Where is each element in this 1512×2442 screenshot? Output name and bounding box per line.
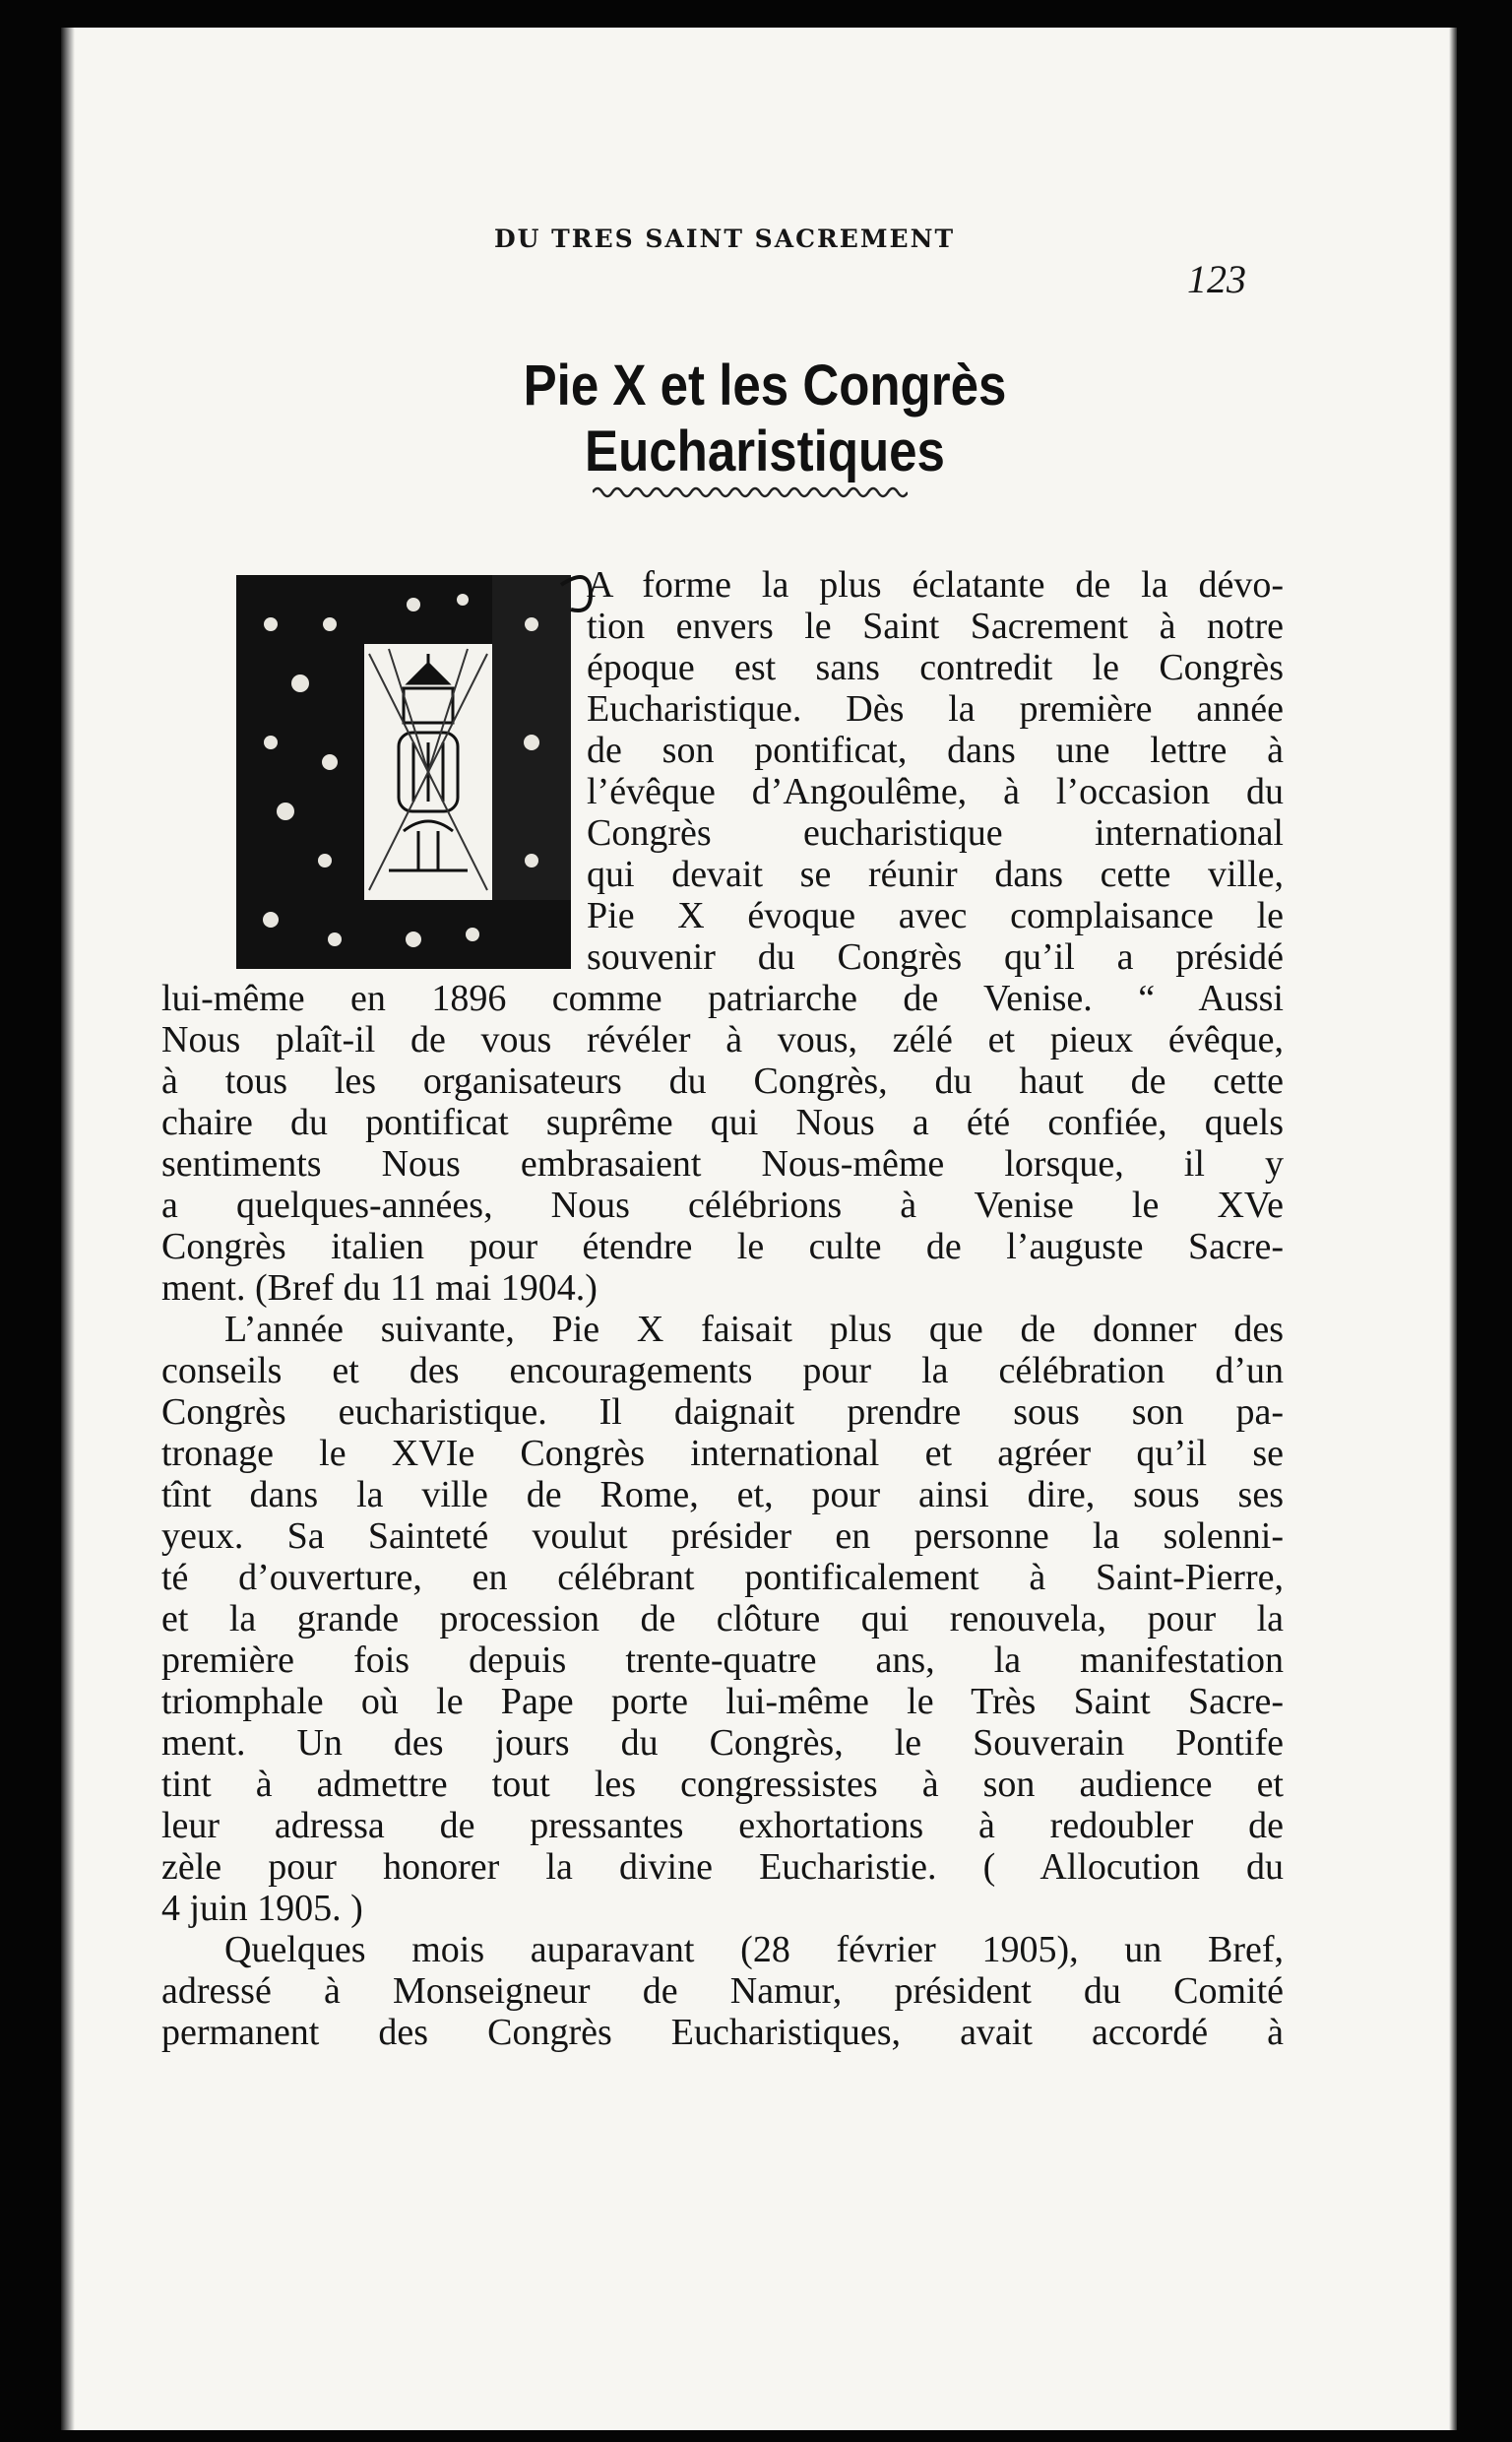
text-line: tronage le XVIe Congrès international et agréer qu’il se bbox=[161, 1433, 1284, 1474]
text-line: ment. (Bref du 11 mai 1904.) bbox=[161, 1267, 598, 1309]
text-line: adressé à Monseigneur de Namur, président du Comité bbox=[161, 1970, 1284, 2012]
text-line: triomphale où le Pape porte lui-même le Très Saint Sacre- bbox=[161, 1681, 1284, 1722]
text-line: conseils et des encouragements pour la célébration d’un bbox=[161, 1350, 1284, 1391]
text-line: Congrès eucharistique. Il daignait prendre sous son pa- bbox=[161, 1391, 1284, 1433]
text-line: 4 juin 1905. ) bbox=[161, 1888, 363, 1929]
text-line: à tous les organisateurs du Congrès, du haut de cette bbox=[161, 1060, 1284, 1102]
text-line: tint à admettre tout les congressistes à son audience et bbox=[161, 1764, 1284, 1805]
text-line: Congrès italien pour étendre le culte de l’auguste Sacre- bbox=[161, 1226, 1284, 1267]
text-line: première fois depuis trente-quatre ans, la manifestation bbox=[161, 1639, 1284, 1681]
page-gutter bbox=[61, 28, 75, 2430]
text-line: souvenir du Congrès qu’il a présidé bbox=[587, 936, 1284, 978]
text-line: té d’ouverture, en célébrant pontificalement à Saint-Pierre, bbox=[161, 1557, 1284, 1598]
text-line: époque est sans contredit le Congrès bbox=[587, 647, 1284, 688]
chapter-title: Pie X et les Congrès Eucharistiques bbox=[523, 353, 1007, 483]
text-line: leur adressa de pressantes exhortations à redoubler de bbox=[161, 1805, 1284, 1846]
paragraph-2 bbox=[161, 1309, 1284, 1929]
text-line: permanent des Congrès Eucharistiques, avait accordé à bbox=[161, 2012, 1284, 2053]
text-line: A forme la plus éclatante de la dévo- bbox=[587, 564, 1284, 606]
page-number: 123 bbox=[1187, 257, 1246, 301]
text-line: sentiments Nous embrasaient Nous-même lorsque, il y bbox=[161, 1143, 1284, 1185]
page-edge bbox=[1449, 28, 1457, 2430]
text-line: tion envers le Saint Sacrement à notre bbox=[587, 606, 1284, 647]
text-line: de son pontificat, dans une lettre à bbox=[587, 730, 1284, 771]
text-line: chaire du pontificat suprême qui Nous a été confiée, quels bbox=[161, 1102, 1284, 1143]
text-line: Congrès eucharistique international bbox=[587, 812, 1284, 854]
text-line: Pie X évoque avec complaisance le bbox=[587, 895, 1284, 936]
paragraph-3 bbox=[161, 1929, 1284, 2053]
text-line: L’année suivante, Pie X faisait plus que de donner des bbox=[224, 1309, 1284, 1350]
text-line: l’évêque d’Angoulême, à l’occasion du bbox=[587, 771, 1284, 812]
text-line: Nous plaît-il de vous révéler à vous, zélé et pieux évêque, bbox=[161, 1019, 1284, 1060]
paragraph-1-continued bbox=[161, 978, 1284, 1309]
text-line: qui devait se réunir dans cette ville, bbox=[587, 854, 1284, 895]
body-text bbox=[161, 564, 1284, 2053]
text-line: ment. Un des jours du Congrès, le Souverain Pontife bbox=[161, 1722, 1284, 1764]
text-line: Quelques mois auparavant (28 février 1905), un Bref, bbox=[224, 1929, 1284, 1970]
text-line: zèle pour honorer la divine Eucharistie. ( Allocution du bbox=[161, 1846, 1284, 1888]
paragraph-1 bbox=[161, 564, 1284, 978]
text-line: a quelques-années, Nous célébrions à Venise le XVe bbox=[161, 1185, 1284, 1226]
text-line: tînt dans la ville de Rome, et, pour ainsi dire, sous ses bbox=[161, 1474, 1284, 1515]
wavy-rule-ornament bbox=[593, 482, 908, 502]
text-line: Eucharistique. Dès la première année bbox=[587, 688, 1284, 730]
book-page bbox=[61, 28, 1457, 2430]
text-line: lui-même en 1896 comme patriarche de Venise. “ Aussi bbox=[161, 978, 1284, 1019]
text-line: yeux. Sa Sainteté voulut présider en personne la solenni- bbox=[161, 1515, 1284, 1557]
text-line: et la grande procession de clôture qui renouvela, pour la bbox=[161, 1598, 1284, 1639]
running-head: DU TRES SAINT SACREMENT bbox=[494, 225, 956, 253]
